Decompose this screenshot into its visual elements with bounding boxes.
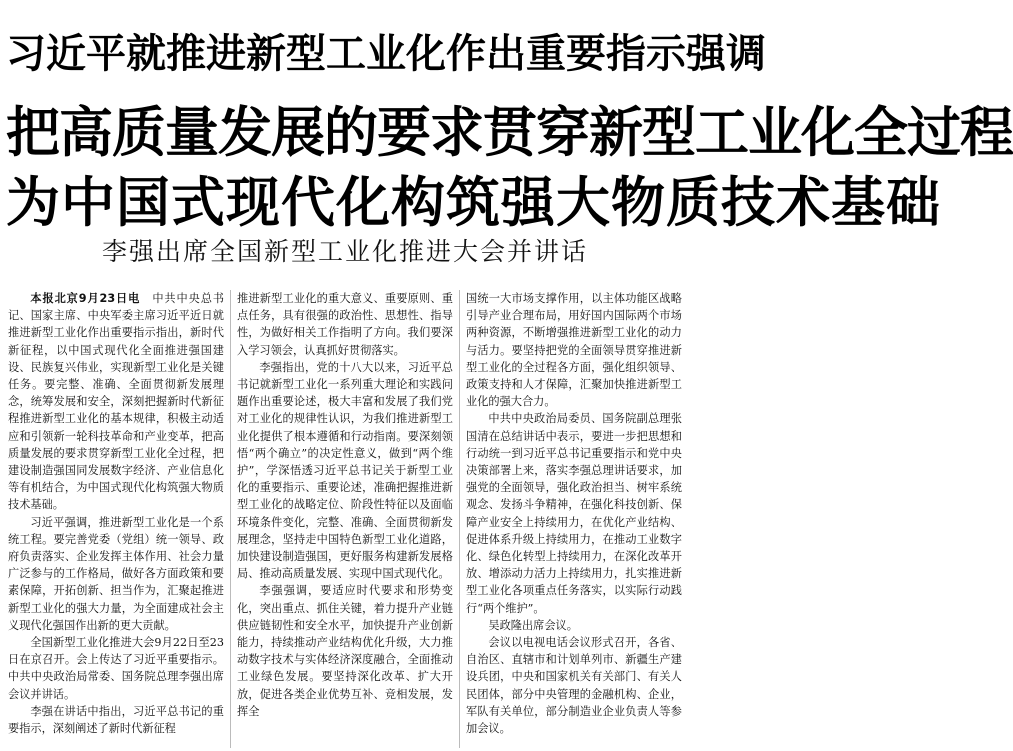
headline-line-2: 把高质量发展的要求贯穿新型工业化全过程 [6,101,1013,164]
article-paragraph: 李强在讲话中指出，习近平总书记的重要指示，深刻阐述了新时代新征程 [8,704,224,736]
article-paragraph: 全国新型工业化推进大会9月22日至23日在京召开。会上传达了习近平重要指示。中共中央政治局常委、国务院总理李强出席会议并讲话。 [8,636,224,701]
article-paragraph: 吴政隆出席会议。 [488,618,578,632]
dateline: 本报北京9月23日电 [30,292,141,305]
article-paragraph: 习近平强调，推进新型工业化是一个系统工程。要完善党委（党组）统一领导、政府负责落实、企业发挥主体作用、社会力量广泛参与的工作格局，做好各方面政策和要素保障，开拓创新、担当作为，汇聚起推进新型工业化的强大力量，为全面建成社会主义现代化强国作出新的更大贡献。 [8,515,224,632]
headline-line-1: 习近平就推进新型工业化作出重要指示强调 [6,31,766,77]
article-paragraph: 李强强调，要适应时代要求和形势变化，突出重点、抓住关键，着力提升产业链供应链韧性和安全水平，加快提升产业创新能力，持续推动产业结构优化升级，大力推动数字技术与实体经济深度融合，全面推动工业绿色发展。要坚持深化改革、扩大开放，促进各类企业优势互补、竞相发展，发挥全 [237,584,453,718]
article-column-3 [466,290,682,748]
column-divider [230,290,231,748]
subheadline: 李强出席全国新型工业化推进大会并讲话 [101,237,588,266]
article-paragraph [8,290,224,514]
article-paragraph: 会议以电视电话会议形式召开，各省、自治区、直辖市和计划单列市、新疆生产建设兵团，中央和国家机关有关部门、有关人民团体，部分中央管理的金融机构、企业，军队有关单位，部分制造业企业负责人等参加会议。 [466,636,682,736]
article-paragraph: 推进新型工业化的重大意义、重要原则、重点任务，具有很强的政治性、思想性、指导性，为做好相关工作指明了方向。我们要深入学习领会，认真抓好贯彻落实。 [237,292,453,357]
article-paragraph: 国统一大市场支撑作用，以主体功能区战略引导产业合理布局，用好国内国际两个市场两种资源，不断增强推进新型工业化的动力与活力。要坚持把党的全面领导贯穿推进新型工业化的全过程各方面，强化组织领导、政策支持和人才保障，汇聚加快推进新型工业化的强大合力。 [466,292,682,409]
paragraph-text: 中共中央总书记、国家主席、中央军委主席习近平近日就推进新型工业化作出重要指示指出，新时代新征程，以中国式现代化全面推进强国建设、民族复兴伟业，实现新型工业化是关键任务。要完整、准确、全面贯彻新发展理念，统筹发展和安全，深刻把握新时代新征程推进新型工业化的基本规律，积极主动适应和引领新一轮科技革命和产业变革，把高质量发展的要求贯穿新型工业化全过程，把建设制造强国同发展数字经济、产业信息化等有机结合，为中国式现代化构筑强大物质技术基础。 [8,292,224,512]
article-paragraph: 中共中央政治局委员、国务院副总理张国清在总结讲话中表示，要进一步把思想和行动统一到习近平总书记重要指示和党中央决策部署上来，落实李强总理讲话要求，加强党的全面领导，强化政治担当、树牢系统观念、发扬斗争精神，在强化科技创新、保障产业安全上持续用力，在优化产业结构、促进体系升级上持续用力，在推动工业数字化、绿色化转型上持续用力，在深化改革开放、增添动力活力上持续用力，扎实推进新型工业化各项重点任务落实，以实际行动践行“两个维护”。 [466,412,682,615]
article-paragraph: 李强指出，党的十八大以来，习近平总书记就新型工业化一系列重大理论和实践问题作出重要论述，极大丰富和发展了我们党对工业化的规律性认识，为我们推进新型工业化提供了根本遵循和行动指南。要深刻领悟“两个确立”的决定性意义，做到“两个维护”，学深悟透习近平总书记关于新型工业化的重要指示、重要论述，准确把握推进新型工业化的战略定位、阶段性特征以及面临环境条件变化，完整、准确、全面贯彻新发展理念，坚持走中国特色新型工业化道路，加快建设制造强国，更好服务构建新发展格局、推动高质量发展、实现中国式现代化。 [237,360,453,581]
headline-line-3: 为中国式现代化构筑强大物质技术基础 [6,171,941,234]
article-column-1 [8,290,224,748]
column-divider [459,290,460,748]
article-column-2 [237,290,453,748]
